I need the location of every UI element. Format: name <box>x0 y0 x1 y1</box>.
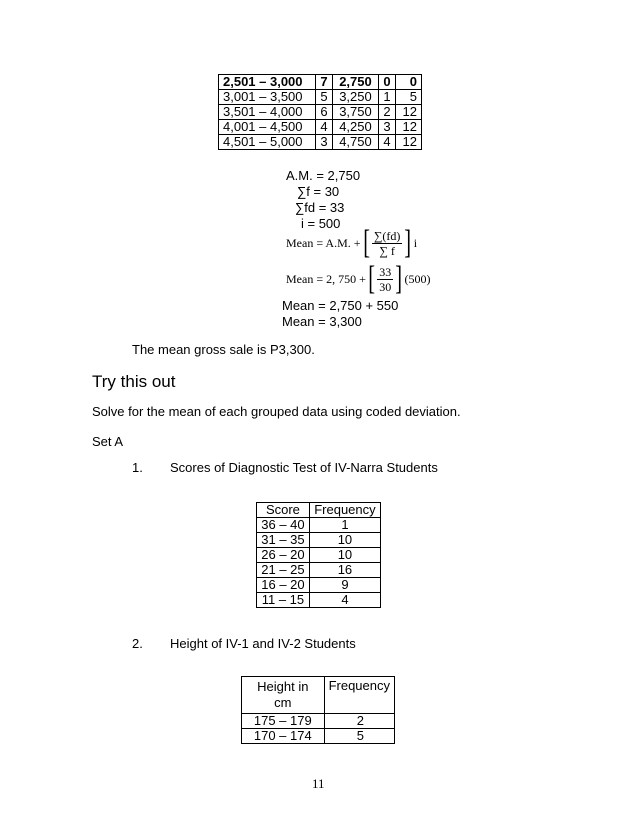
formula2-numerator: 33 <box>379 264 392 279</box>
table-header-row <box>257 503 381 518</box>
table-cell: 2 <box>378 105 396 120</box>
i-line: i = 500 <box>301 216 341 231</box>
table-cell: 4,501 – 5,000 <box>219 135 316 150</box>
table-cell: 12 <box>396 105 422 120</box>
formula1-lhs: Mean = A.M. + <box>286 235 361 250</box>
table-cell: 9 <box>309 578 380 593</box>
table-cell: 31 – 35 <box>257 533 310 548</box>
table-row <box>219 135 422 150</box>
formula1-rhs: i <box>413 235 418 250</box>
formula2-denominator: 30 <box>379 279 392 294</box>
table-cell: 6 <box>315 105 333 120</box>
right-bracket-icon: ] <box>395 260 403 297</box>
column-header: Score <box>257 503 310 518</box>
formula1-numerator: ∑(fd) <box>373 228 401 243</box>
mean-result-line: Mean = 3,300 <box>282 314 362 329</box>
table-cell: 26 – 20 <box>257 548 310 563</box>
table-cell: 170 – 174 <box>242 729 325 744</box>
table-cell: 3,501 – 4,000 <box>219 105 316 120</box>
column-header: Height in cm <box>242 677 325 714</box>
formula2-fraction <box>377 265 393 294</box>
sum-f-line: ∑f = 30 <box>297 184 340 199</box>
formula2-lhs: Mean = 2, 750 + <box>286 271 366 286</box>
item1-frequency-table <box>256 502 381 608</box>
table-cell: 3,250 <box>333 90 378 105</box>
item2-number: 2. <box>132 636 143 651</box>
table-row <box>242 729 395 744</box>
table-cell: 1 <box>378 90 396 105</box>
table-cell: 3,750 <box>333 105 378 120</box>
table-cell: 36 – 40 <box>257 518 310 533</box>
table-cell: 1 <box>309 518 380 533</box>
table-cell: 21 – 25 <box>257 563 310 578</box>
item1-title: Scores of Diagnostic Test of IV-Narra Students <box>170 460 438 475</box>
table-cell: 0 <box>396 75 422 90</box>
table-cell: 4,750 <box>333 135 378 150</box>
table-cell: 5 <box>324 729 394 744</box>
section-title: Try this out <box>92 372 176 391</box>
table-row <box>257 533 381 548</box>
table-cell: 7 <box>315 75 333 90</box>
table-cell: 10 <box>309 533 380 548</box>
coded-deviation-table-body <box>219 75 422 150</box>
item2-table-body <box>242 714 395 744</box>
table-cell: 4,250 <box>333 120 378 135</box>
left-bracket-icon: [ <box>368 260 375 297</box>
table-row <box>242 714 395 729</box>
table-cell: 3 <box>315 135 333 150</box>
mean-step-line: Mean = 2,750 + 550 <box>282 298 399 313</box>
table-row <box>257 563 381 578</box>
right-bracket-icon: ] <box>404 224 412 261</box>
table-cell: 12 <box>396 135 422 150</box>
table-row <box>257 578 381 593</box>
table-row <box>257 518 381 533</box>
item1-table-body <box>257 518 381 608</box>
table-cell: 0 <box>378 75 396 90</box>
table-row <box>257 548 381 563</box>
column-header: Frequency <box>324 677 394 714</box>
table-cell: 16 – 20 <box>257 578 310 593</box>
table-cell: 2 <box>324 714 394 729</box>
table-cell: 2,750 <box>333 75 378 90</box>
table-cell: 3,001 – 3,500 <box>219 90 316 105</box>
coded-deviation-table <box>218 74 422 150</box>
instruction-text: Solve for the mean of each grouped data using coded deviation. <box>92 404 461 419</box>
table-row <box>219 120 422 135</box>
item2-frequency-table <box>241 676 395 744</box>
formula1-denominator: ∑ f <box>379 243 395 258</box>
table-row <box>219 105 422 120</box>
formula1-fraction <box>372 229 403 258</box>
column-header: Frequency <box>309 503 380 518</box>
table-cell: 11 – 15 <box>257 593 310 608</box>
mean-formula-general <box>286 226 417 260</box>
table-cell: 12 <box>396 120 422 135</box>
am-line: A.M. = 2,750 <box>286 168 361 183</box>
set-label: Set A <box>92 434 124 449</box>
table-cell: 3 <box>378 120 396 135</box>
conclusion-text: The mean gross sale is P3,300. <box>132 342 315 357</box>
item2-title: Height of IV-1 and IV-2 Students <box>170 636 356 651</box>
left-bracket-icon: [ <box>362 224 370 261</box>
table-cell: 4 <box>378 135 396 150</box>
table-cell: 16 <box>309 563 380 578</box>
table-cell: 5 <box>315 90 333 105</box>
formula2-rhs: (500) <box>404 271 431 286</box>
page-number: 11 <box>312 776 325 791</box>
table-cell: 175 – 179 <box>242 714 325 729</box>
table-cell: 2,501 – 3,000 <box>219 75 316 90</box>
item1-table-head <box>257 503 381 518</box>
table-cell: 5 <box>396 90 422 105</box>
table-row <box>257 593 381 608</box>
item2-table-head <box>242 677 395 714</box>
table-row <box>219 75 422 90</box>
table-cell: 4 <box>309 593 380 608</box>
table-cell: 10 <box>309 548 380 563</box>
sum-fd-line: ∑fd = 33 <box>295 200 345 215</box>
mean-formula-substituted <box>286 262 431 296</box>
table-cell: 4 <box>315 120 333 135</box>
table-cell: 4,001 – 4,500 <box>219 120 316 135</box>
item1-number: 1. <box>132 460 143 475</box>
table-header-row <box>242 677 395 714</box>
table-row <box>219 90 422 105</box>
